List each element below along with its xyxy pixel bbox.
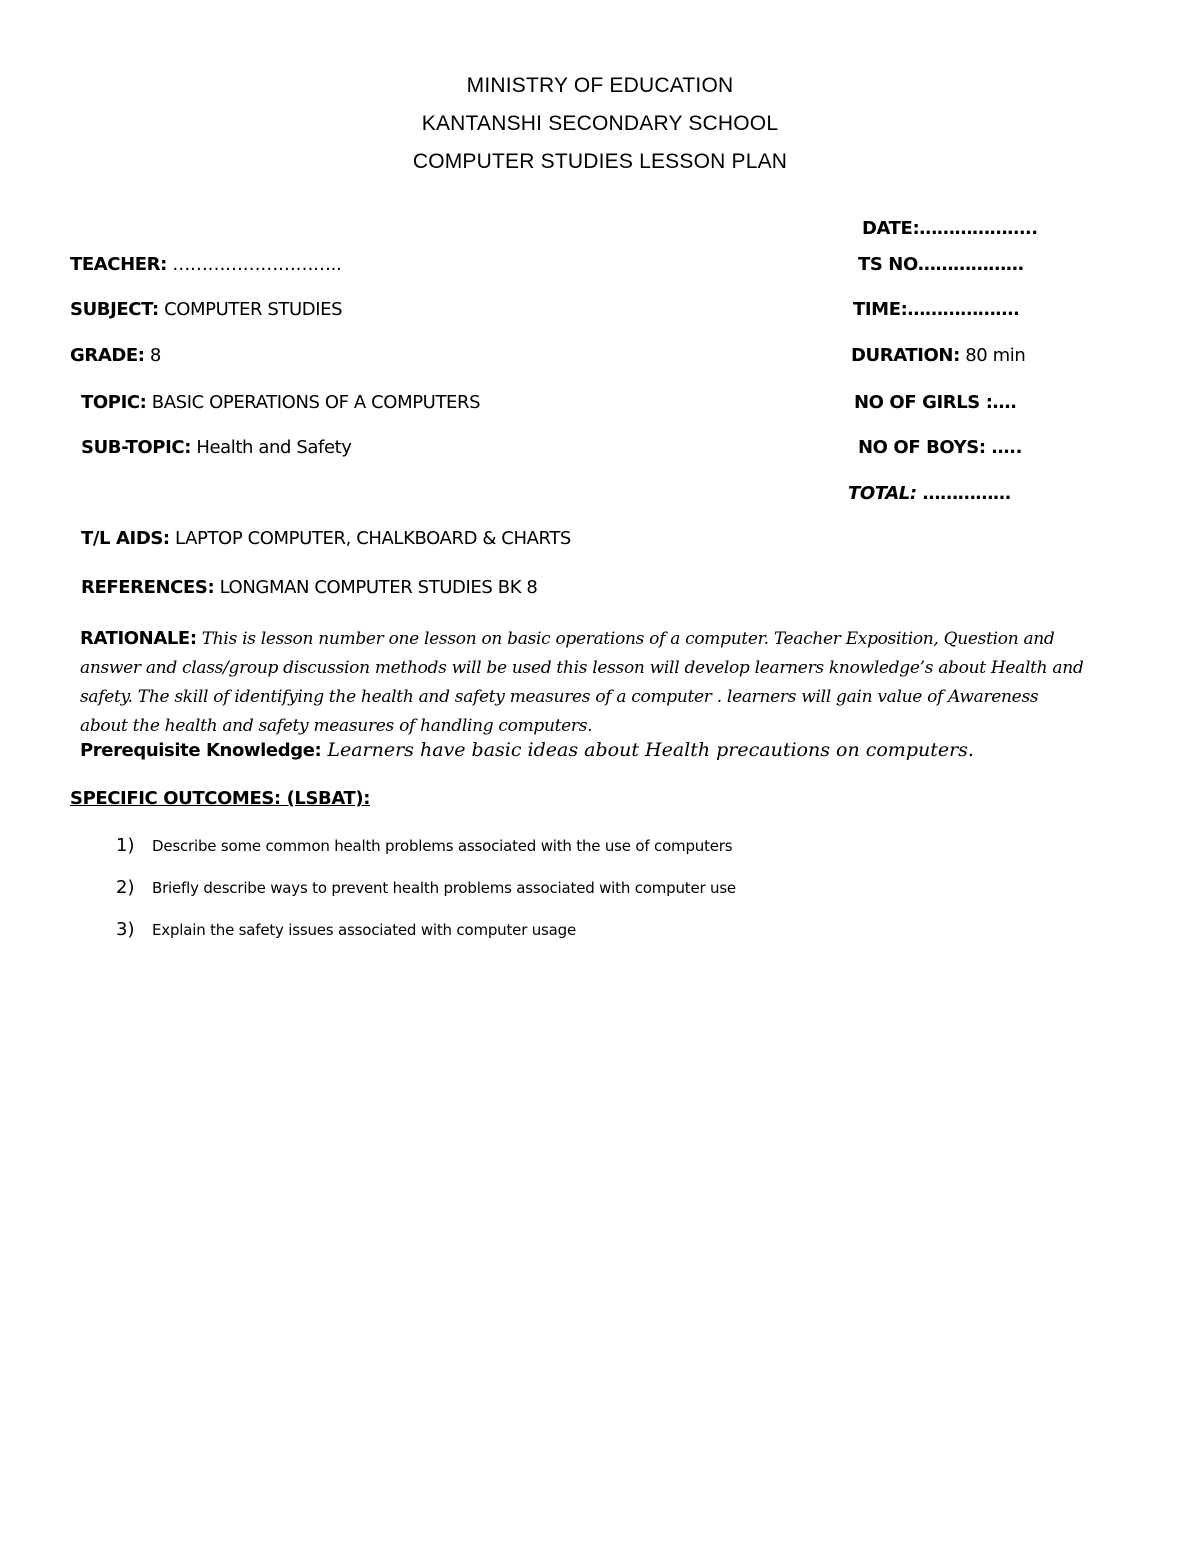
boys-label: NO OF BOYS:	[858, 437, 986, 458]
specific-outcomes-heading: SPECIFIC OUTCOMES: (LSBAT):	[70, 788, 370, 809]
topic-label: TOPIC:	[81, 392, 147, 413]
date-label: DATE:	[862, 218, 920, 239]
topic-value: BASIC OPERATIONS OF A COMPUTERS	[146, 392, 481, 413]
subtopic-field	[81, 437, 352, 458]
outcome-text: Briefly describe ways to prevent health problems associated with computer use	[152, 879, 736, 897]
outcome-text: Explain the safety issues associated with computer usage	[152, 921, 576, 939]
grade-field	[70, 345, 161, 366]
prerequisite-label: Prerequisite Knowledge:	[80, 740, 322, 761]
topic-field	[81, 392, 480, 413]
plan-title: COMPUTER STUDIES LESSON PLAN	[412, 150, 788, 173]
ts-no-field	[858, 254, 1024, 275]
date-value: ………………..	[919, 218, 1038, 239]
duration-field	[851, 345, 1025, 366]
rationale-text: This is lesson number one lesson on basic operations of a computer. Teacher Exposition, Question and answer and class/group discussion methods will be used this lesson will develop learners knowledge’s about Health and safety. The skill of identifying the health and safety measures of a computer . learners will gain value of Awareness about the health and safety measures of handling computers.	[80, 629, 1084, 736]
references-label: REFERENCES:	[81, 577, 215, 598]
outcome-item	[116, 919, 576, 940]
rationale-label: RATIONALE:	[80, 628, 197, 649]
ts-no-value: ………………	[917, 254, 1024, 275]
boys-value: …..	[985, 437, 1023, 458]
teacher-value: ………………………..	[166, 254, 342, 275]
subject-field	[70, 299, 342, 320]
prerequisite-line	[80, 739, 974, 761]
girls-field	[854, 392, 1017, 413]
tl-aids-label: T/L AIDS:	[81, 528, 170, 549]
teacher-label: TEACHER:	[70, 254, 167, 275]
girls-label: NO OF GIRLS :	[854, 392, 993, 413]
subject-label: SUBJECT:	[70, 299, 159, 320]
total-label: TOTAL:	[848, 483, 917, 504]
time-value: ……………….	[907, 299, 1020, 320]
boys-field	[858, 437, 1022, 458]
grade-value: 8	[144, 345, 161, 366]
duration-value: 80 min	[959, 345, 1026, 366]
outcome-number: 3)	[116, 919, 135, 940]
ts-no-label: TS NO	[858, 254, 918, 275]
tl-aids-value: LAPTOP COMPUTER, CHALKBOARD & CHARTS	[169, 528, 571, 549]
duration-label: DURATION:	[851, 345, 960, 366]
girls-value: ….	[992, 392, 1017, 413]
references-value: LONGMAN COMPUTER STUDIES BK 8	[214, 577, 538, 598]
total-value: ……………	[916, 483, 1011, 504]
school-heading: KANTANSHI SECONDARY SCHOOL	[421, 112, 779, 135]
teacher-field	[70, 254, 341, 275]
outcome-item	[116, 835, 732, 856]
subject-value: COMPUTER STUDIES	[158, 299, 343, 320]
date-field	[862, 218, 1038, 239]
outcome-item	[116, 877, 736, 898]
rationale-paragraph	[80, 624, 1090, 740]
outcome-number: 1)	[116, 835, 135, 856]
grade-label: GRADE:	[70, 345, 145, 366]
subtopic-value: Health and Safety	[191, 437, 352, 458]
subtopic-label: SUB-TOPIC:	[81, 437, 192, 458]
prerequisite-text: Learners have basic ideas about Health precautions on computers.	[321, 739, 974, 761]
total-field	[848, 483, 1011, 504]
references-field	[81, 577, 537, 598]
time-field	[853, 299, 1019, 320]
tl-aids-field	[81, 528, 571, 549]
outcome-number: 2)	[116, 877, 135, 898]
time-label: TIME:	[853, 299, 908, 320]
outcome-text: Describe some common health problems associated with the use of computers	[152, 837, 733, 855]
ministry-heading: MINISTRY OF EDUCATION	[466, 74, 734, 97]
